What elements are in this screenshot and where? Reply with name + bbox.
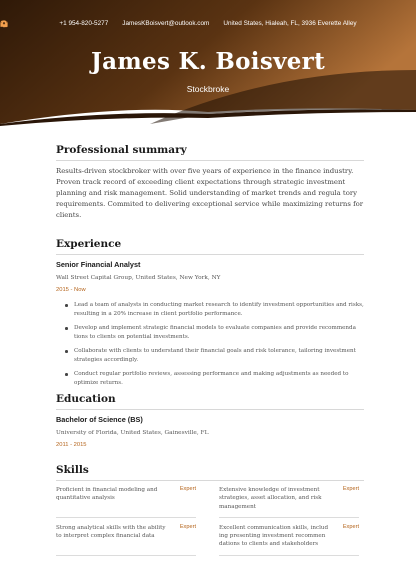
contact-address (223, 20, 356, 27)
skill-level: Expert (179, 523, 196, 530)
degree-title: Bachelor of Science (BS) (56, 415, 143, 424)
contact-bar (0, 20, 416, 27)
address-text: United States, Hialeah, FL, 3936 Everette Alley (223, 20, 357, 27)
skill-name: Strong analytical skills with the ability to interpret complex financial data (56, 524, 166, 540)
school-name: University of Florida, United States, Gainesville, FL (56, 430, 209, 436)
education-section (56, 393, 364, 448)
skill-item (56, 486, 196, 518)
summary-divider (56, 160, 364, 161)
skill-name: Excellent communication skills, includ ing presenting investment recommen dations to clients and stakeholders (219, 524, 329, 548)
education-heading: Education (56, 393, 116, 405)
job-title: Senior Financial Analyst (56, 260, 141, 269)
contact-email (122, 20, 209, 27)
education-divider (56, 409, 364, 410)
location-pin-icon (0, 20, 8, 28)
resume-body (56, 144, 364, 562)
summary-section (56, 144, 364, 221)
education-dates: 2011 - 2015 (56, 442, 87, 448)
job-bullet: Conduct regular portfolio reviews, assessing performance and making adjustments as needed to optimize returns. (64, 370, 364, 387)
contact-phone (59, 20, 108, 27)
job-bullets (56, 301, 364, 387)
skills-heading: Skills (56, 464, 89, 476)
skill-item (56, 524, 196, 556)
phone-text: +1 954-820-5277 (59, 20, 109, 27)
header-banner (0, 0, 416, 140)
skill-item (219, 486, 359, 518)
job-bullet: Lead a team of analysts in conducting market research to identify investment opportunities and risks, resulting in a 20% increase in client portfolio performance. (64, 301, 364, 318)
candidate-name: James K. Boisvert (90, 48, 326, 75)
job-bullet: Develop and implement strategic financial models to evaluate companies and provide recommenda tions to clients on potential investments. (64, 324, 364, 341)
experience-section (56, 238, 364, 387)
experience-heading: Experience (56, 238, 122, 250)
summary-heading: Professional summary (56, 144, 187, 156)
skills-divider (56, 480, 364, 481)
skill-item (219, 524, 359, 556)
skills-section (56, 464, 364, 562)
experience-divider (56, 254, 364, 255)
job-dates: 2015 - Now (56, 287, 86, 293)
skill-name: Extensive knowledge of investment strategies, asset allocation, and risk management (219, 487, 322, 510)
skill-level: Expert (342, 486, 359, 492)
company-name: Wall Street Capital Group, United States, New York, NY (56, 275, 221, 281)
summary-text: Results-driven stockbroker with over five years of experience in the finance industry. Proven track record of exceeding client expectations through strategic investment planning and risk management. Solid understanding of market trends and regula tory requirements. Commited to delivering exceptional service while maximizing returns for clients. (56, 167, 364, 219)
job-bullet: Collaborate with clients to understand their financial goals and risk tolerance, tailoring investment strategies accordingly. (64, 347, 364, 364)
skill-level: Expert (179, 486, 196, 492)
email-text: JamesKBoisvert@outlook.com (122, 20, 210, 27)
candidate-role: Stockbroke (186, 84, 230, 94)
skill-level: Expert (342, 523, 359, 530)
skill-name: Proficient in financial modeling and quantitative analysis (56, 487, 158, 502)
skills-grid (56, 486, 364, 562)
